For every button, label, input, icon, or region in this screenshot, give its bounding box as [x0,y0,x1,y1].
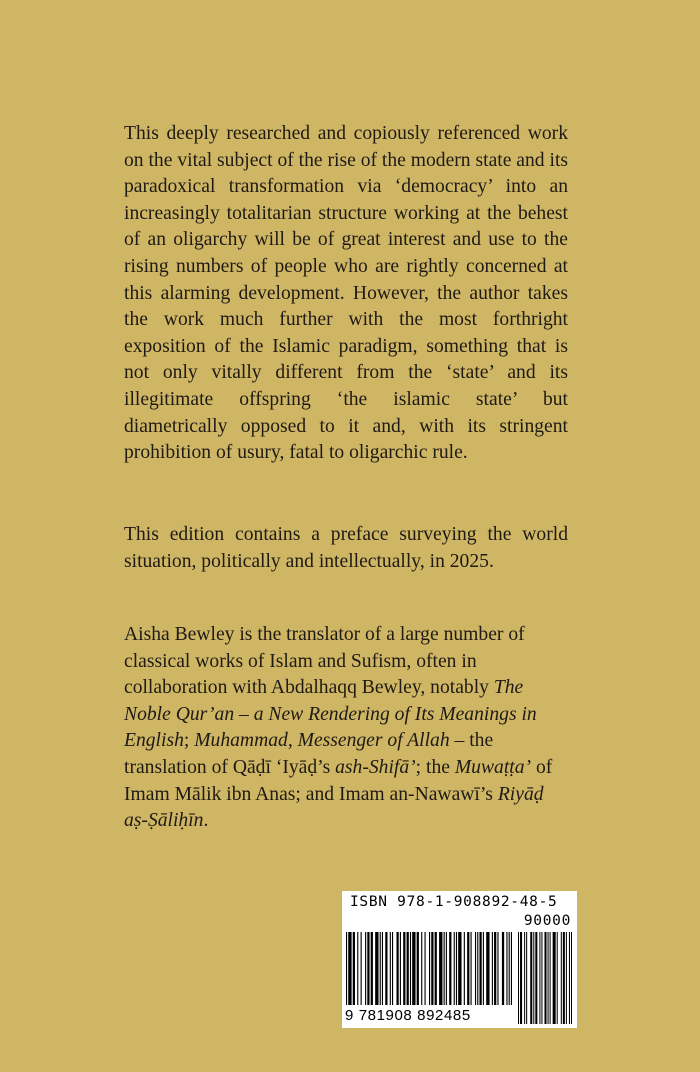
isbn-barcode [342,891,577,1028]
addon-bar-15 [563,932,565,1024]
barcode-bar-18 [410,932,411,1005]
barcode-bar-30 [454,932,455,1005]
barcode-bar-37 [477,932,478,1005]
addon-bar-3 [526,932,527,1024]
barcode-bar-21 [421,932,422,1005]
description-paragraph-2-text: This edition contains a preface surveying the world situation, politically and intellectually, in 2025. [124,524,568,572]
addon-bar-16 [566,932,567,1024]
barcode-bar-31 [456,932,457,1005]
barcode-bar-38 [479,932,481,1005]
addon-bar-6 [535,932,537,1024]
addon-bar-17 [569,932,570,1024]
barcode-bar-32 [458,932,461,1005]
bio-title-shifa: ash-Shifā’ [335,756,416,778]
bio-intro: Aisha Bewley is the translator of a large number of classical works of Islam and Sufism, often in collaboration with Abdalhaqq Bewley, notably [124,624,525,699]
barcode-bar-44 [502,932,504,1005]
barcode-bar-35 [471,932,472,1005]
addon-bar-10 [548,932,549,1024]
barcode-bar-34 [467,932,469,1005]
barcode-bar-26 [439,932,442,1005]
addon-bar-7 [539,932,540,1024]
barcode-bar-29 [449,932,451,1005]
barcode-bar-36 [475,932,476,1005]
description-paragraph-1 [124,121,568,467]
barcode-bar-13 [392,932,393,1005]
addon-bar-1 [520,932,522,1024]
bio-middle-1: – the translation of Qāḍī ‘Iyāḍ’s [124,730,494,778]
barcode-bar-4 [361,932,362,1005]
bio-title-quran: The Noble Qur’an – a New Rendering of Its Meanings in English [124,677,537,752]
addon-bar-9 [544,932,546,1024]
price-code: 90000 [523,913,571,929]
barcode-bar-12 [390,932,391,1005]
addon-bar-18 [571,932,572,1024]
author-bio [124,622,568,835]
barcode-bar-6 [367,932,369,1005]
addon-bar-13 [557,932,558,1024]
addon-bar-12 [553,932,556,1024]
barcode-bar-19 [412,932,415,1005]
ean-digits: 9 781908 892485 [345,1007,471,1024]
barcode-bar-25 [435,932,437,1005]
bio-separator-2: ; the [415,756,455,778]
barcode-bar-3 [357,932,358,1005]
bio-separator-1: ; [183,730,195,752]
bio-title-muhammad: Muhammad, Messenger of Allah [194,730,450,752]
barcode-bar-33 [464,932,465,1005]
barcode-bar-11 [385,932,387,1005]
barcode-bar-7 [371,932,373,1005]
barcode-bar-5 [365,932,366,1005]
barcode-bar-27 [444,932,445,1005]
barcode-bar-20 [417,932,419,1005]
bio-end: . [203,810,209,832]
barcode-bar-10 [382,932,383,1005]
description-paragraph-2 [124,522,568,575]
barcode-bar-8 [375,932,378,1005]
addon-bar-2 [524,932,525,1024]
barcode-bar-43 [497,932,498,1005]
barcode-bar-9 [380,932,381,1005]
barcode-bar-17 [407,932,409,1005]
addon-bar-0 [518,932,519,1024]
bio-title-muwatta: Muwaṭṭa’ [454,756,532,778]
isbn-label: ISBN 978-1-908892-48-5 [350,894,558,910]
addon-bar-4 [530,932,532,1024]
bio-middle-2: of Imam Mālik ibn Anas; and Imam an-Nawawī’s [124,756,553,805]
description-paragraph-1-text: This deeply researched and copiously referenced work on the vital subject of the rise of the modern state and its paradoxical transformation via ‘democracy’ into an increasingly totalitarian structure working at the behest of an oligarchy will be of great interest and use to the rising numbers of people who are rightly concerned at this alarming development. However, the author takes the work much further with the most forthright exposition of the Islamic paradigm, something that is not only vitally different from the ‘state’ and its illegitimate offspring ‘the islamic state’ but diametrically opposed to it and, with its stringent prohibition of usury, fatal to oligarchic rule. [124,123,569,464]
barcode-bar-2 [353,932,355,1005]
author-bio-text [124,622,568,835]
barcode-bar-47 [511,932,512,1005]
barcode-bar-22 [425,932,426,1005]
barcode-bar-16 [403,932,405,1005]
barcode-bar-15 [400,932,401,1005]
barcode-bar-45 [506,932,507,1005]
barcode-bar-46 [509,932,510,1005]
addon-bar-5 [533,932,534,1024]
barcode-bar-14 [396,932,398,1005]
barcode-bar-41 [492,932,493,1005]
barcode-bar-24 [431,932,433,1005]
barcode-bar-40 [486,932,489,1005]
barcode-bar-23 [429,932,430,1005]
bio-title-riyad: Riyāḍ aṣ-Ṣāliḥīn [124,783,544,832]
addon-bar-8 [541,932,542,1024]
barcode-bar-28 [446,932,447,1005]
barcode-bar-0 [346,932,347,1005]
barcode-bar-42 [494,932,496,1005]
barcode-bar-39 [483,932,484,1005]
addon-bar-11 [550,932,551,1024]
addon-bar-14 [561,932,562,1024]
barcode-bar-1 [348,932,351,1005]
